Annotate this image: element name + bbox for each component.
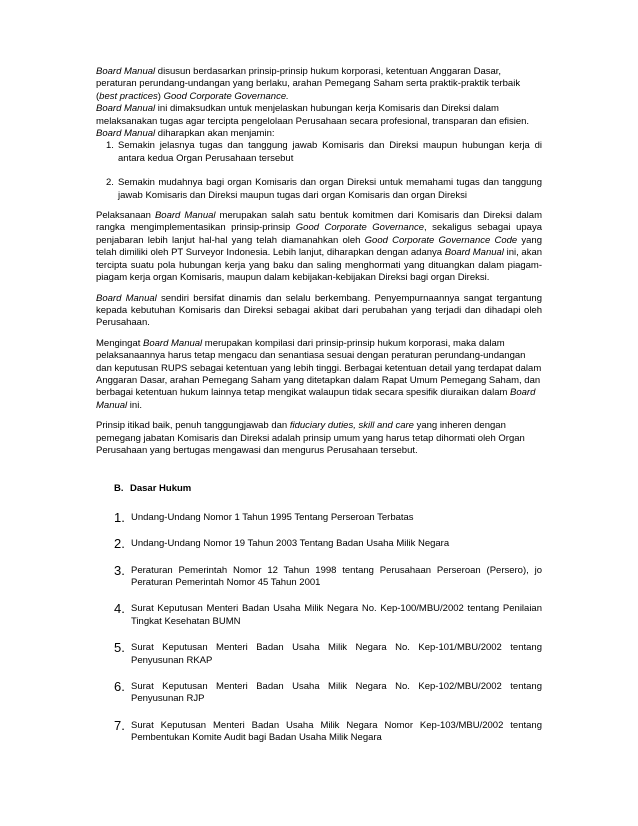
list-item: 1. Semakin jelasnya tugas dan tanggung jawab Komisaris dan Direksi maupun hubungan kerja di antara kedua Organ Perusahaan tersebut: [106, 140, 542, 164]
paragraph-good-faith: Prinsip itikad baik, penuh tanggungjawab dan fiduciary duties, skill and care yang inheren dengan pemegang jabatan Komisaris dan Direksi adalah prinsip umum yang harus tetap dihormati oleh Organ Perusahaan yang bertugas mengawasi dan mengurus Perusahaan tersebut.: [96, 420, 525, 456]
paragraph-dynamic: Board Manual sendiri bersifat dinamis dan selalu berkembang. Penyempurnaannya sangat tergantung kepada kebutuhan Komisaris dan Direksi sebagai akibat dari perubahan yang terjadi dan dihadapi oleh Perusahaan.: [96, 292, 542, 329]
list-item: 1. Undang-Undang Nomor 1 Tahun 1995 Tentang Perseroan Terbatas: [114, 509, 414, 525]
list-item: 6. Surat Keputusan Menteri Badan Usaha Milik Negara No. Kep-102/MBU/2002 tentang Penyusunan RJP: [114, 679, 542, 705]
section-heading: B. Dasar Hukum: [114, 483, 192, 495]
legal-basis-list: [96, 509, 542, 745]
list-item: 3. Peraturan Pemerintah Nomor 12 Tahun 1998 tentang Perusahaan Perseroan (Persero), jo Peraturan Pemerintah Nomor 45 Tahun 2001: [114, 562, 542, 588]
intro-paragraph-3: Board Manual diharapkan akan menjamin:: [96, 128, 275, 140]
list-item: 2. Undang-Undang Nomor 19 Tahun 2003 Tentang Badan Usaha Milik Negara: [114, 536, 450, 552]
expectation-list: [96, 140, 542, 202]
paragraph-implementation: Pelaksanaan Board Manual merupakan salah satu bentuk komitmen dari Komisaris dan Direksi dalam rangka mengimplementasikan prinsip-prinsip Good Corporate Governance, sekaligus sebagai upaya penjabaran lebih lanjut hal-hal yang telah diamanahkan oleh Good Corporate Governance Code yang telah dimiliki oleh PT Surveyor Indonesia. Lebih lanjut, diharapkan dengan adanya Board Manual ini, akan tercipta suatu pola hubungan kerja yang baku dan saling menghormati yang dituangkan dalam piagam-piagam kerja organ Komisaris, maupun dalam kebijakan-kebijakan Direksi bagi organ Direksi.: [96, 210, 543, 284]
list-item: 2. Semakin mudahnya bagi organ Komisaris dan organ Direksi untuk memahami tugas dan tanggung jawab Komisaris dan Direksi maupun tugas dari organ Komisaris dan organ Direksi: [106, 177, 542, 201]
list-item: 4. Surat Keputusan Menteri Badan Usaha Milik Negara No. Kep-100/MBU/2002 tentang Penilaian Tingkat Kesehatan BUMN: [114, 601, 542, 627]
intro-paragraph-2: Board Manual ini dimaksudkan untuk menjelaskan hubungan kerja Komisaris dan Direksi dalam melaksanakan tugas agar tercipta pengelolaan Perusahaan secara profesional, transparan dan efisien.: [96, 103, 530, 127]
paragraph-compilation: Mengingat Board Manual merupakan kompilasi dari prinsip-prinsip hukum korporasi, maka dalam pelaksanaannya harus tetap mengacu dan senantiasa sesuai dengan peraturan perundang-undangan dan keputusan RUPS sebagai ketentuan yang lebih tinggi. Berbagai ketentuan detail yang terdapat dalam Anggaran Dasar, arahan Pemegang Saham yang ditetapkan dalam Rapat Umum Pemegang Saham, dan berbagai ketentuan hukum lainnya tetap mengikat walaupun tidak secara spesifik diuraikan dalam Board Manual ini.: [96, 337, 542, 411]
document-page: [96, 66, 542, 759]
intro-paragraph-1: Board Manual disusun berdasarkan prinsip-prinsip hukum korporasi, ketentuan Anggaran Dasar, peraturan perundang-undangan yang berlaku, arahan Pemegang Saham serta praktik-praktik terbaik (best practices) Good Corporate Governance.: [96, 66, 521, 102]
list-item: 5. Surat Keputusan Menteri Badan Usaha Milik Negara No. Kep-101/MBU/2002 tentang Penyusunan RKAP: [114, 640, 542, 666]
list-item: 7. Surat Keputusan Menteri Badan Usaha Milik Negara Nomor Kep-103/MBU/2002 tentang Pembentukan Komite Audit bagi Badan Usaha Milik Negara: [114, 717, 542, 744]
